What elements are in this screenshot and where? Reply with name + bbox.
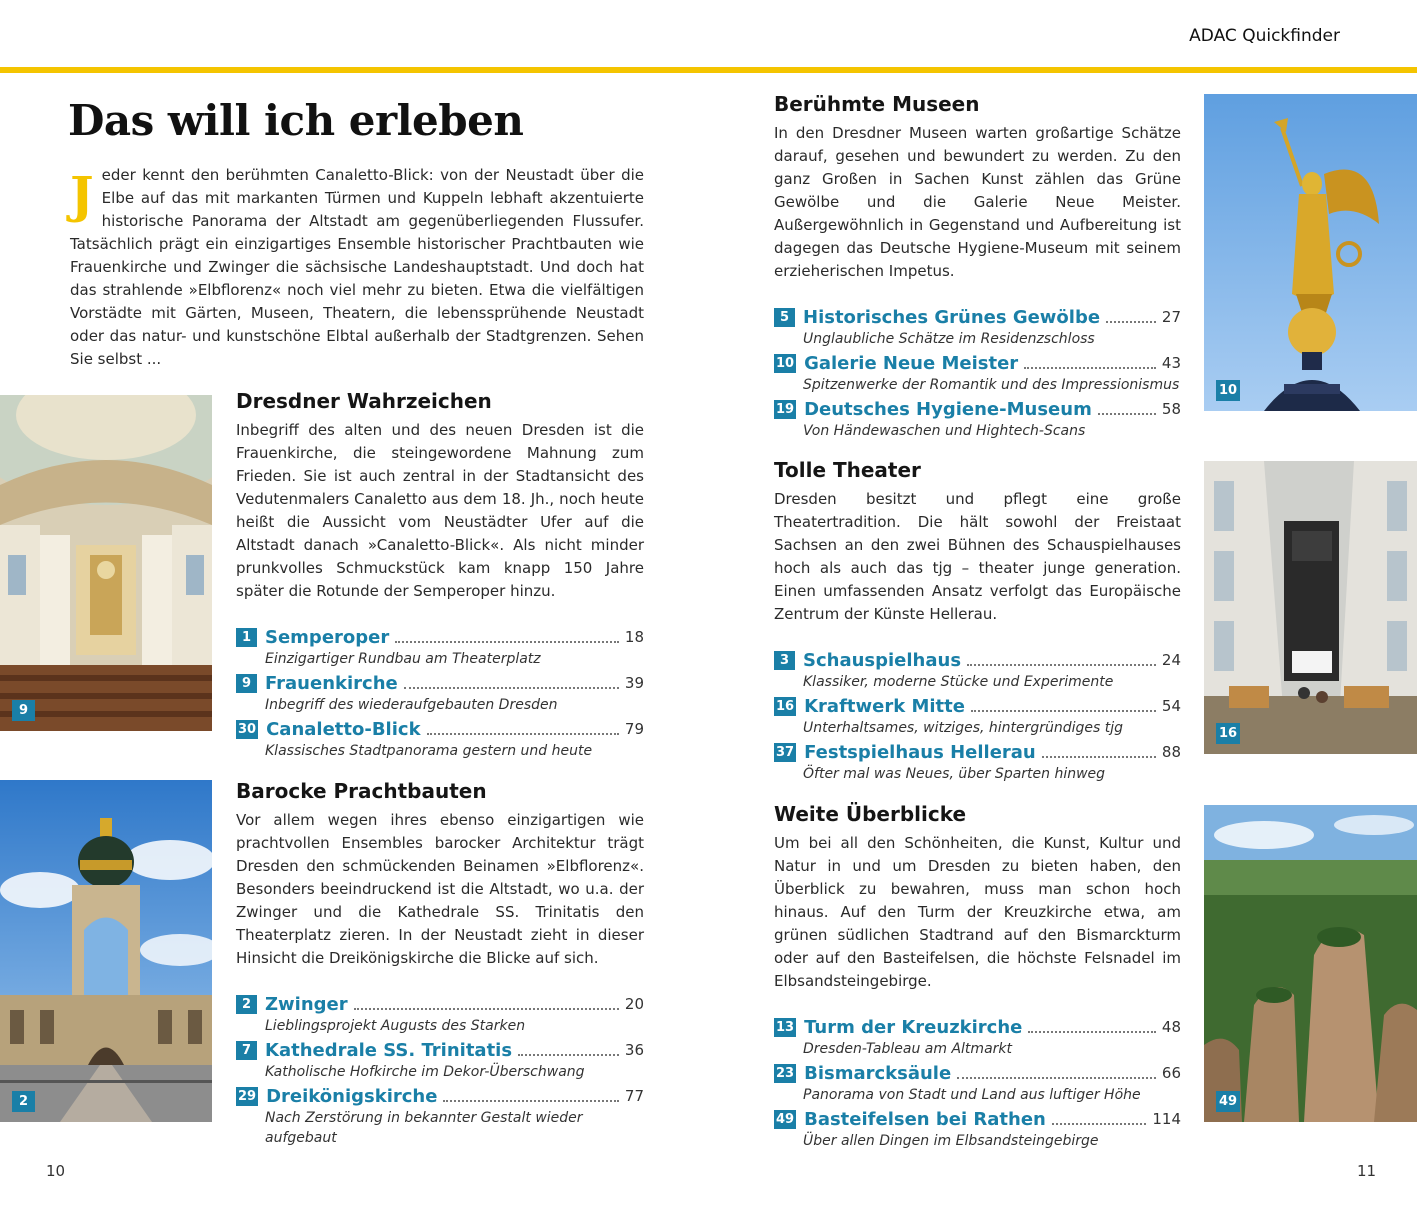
entry-list bbox=[774, 305, 1181, 443]
page-reference: 58 bbox=[1161, 400, 1181, 418]
list-item bbox=[774, 694, 1181, 740]
entry-list bbox=[236, 992, 644, 1146]
leader-dots bbox=[957, 1077, 1156, 1079]
entry-subtitle: Klassiker, moderne Stücke und Experimente bbox=[803, 674, 1114, 690]
entry-title-link[interactable]: Galerie Neue Meister bbox=[804, 352, 1019, 374]
entry-title-link[interactable]: Dreikönigskirche bbox=[266, 1085, 438, 1107]
number-badge: 13 bbox=[776, 1019, 795, 1035]
leader-dots bbox=[443, 1100, 618, 1102]
number-badge: 2 bbox=[236, 995, 257, 1014]
section-heading: Weite Überblicke bbox=[774, 802, 967, 826]
running-header: ADAC Quickfinder bbox=[1189, 26, 1340, 46]
page-reference: 79 bbox=[624, 720, 644, 738]
leader-dots bbox=[404, 687, 619, 689]
number-badge: 49 bbox=[776, 1111, 795, 1127]
number-badge: 29 bbox=[238, 1088, 257, 1104]
number-badge: 5 bbox=[774, 308, 795, 327]
list-item bbox=[236, 671, 644, 717]
photo-badge: 10 bbox=[1216, 380, 1240, 401]
page-reference: 48 bbox=[1161, 1018, 1181, 1036]
entry-title-link[interactable]: Schauspielhaus bbox=[803, 649, 962, 671]
page-reference: 114 bbox=[1152, 1110, 1181, 1128]
page-reference: 36 bbox=[624, 1041, 644, 1059]
number-badge: 16 bbox=[776, 698, 795, 714]
photo-zwinger-crown-gate bbox=[0, 780, 212, 1122]
leader-dots bbox=[1106, 321, 1156, 323]
section-tolle-theater bbox=[774, 458, 1181, 786]
leader-dots bbox=[1024, 367, 1156, 369]
section-dresdner-wahrzeichen bbox=[236, 389, 644, 763]
section-weite-ueberblicke bbox=[774, 802, 1181, 1153]
header-rule bbox=[0, 67, 1417, 73]
entry-subtitle: Über allen Dingen im Elbsandsteingebirge bbox=[803, 1133, 1099, 1149]
entry-subtitle: Spitzenwerke der Romantik und des Impressionismus bbox=[803, 377, 1180, 393]
number-badge: 3 bbox=[774, 651, 795, 670]
list-item bbox=[774, 397, 1181, 443]
photo-bastei-rocks bbox=[1204, 805, 1417, 1122]
entry-subtitle: Klassisches Stadtpanorama gestern und heute bbox=[265, 743, 593, 759]
leader-dots bbox=[354, 1008, 619, 1010]
page-reference: 39 bbox=[624, 674, 644, 692]
page-reference: 20 bbox=[624, 995, 644, 1013]
page-number-right: 11 bbox=[1357, 1162, 1377, 1180]
entry-list bbox=[774, 648, 1181, 786]
number-badge: 1 bbox=[236, 628, 257, 647]
page-reference: 88 bbox=[1161, 743, 1181, 761]
leader-dots bbox=[1098, 413, 1156, 415]
photo-badge: 16 bbox=[1216, 723, 1240, 744]
page-reference: 43 bbox=[1161, 354, 1181, 372]
page-reference: 18 bbox=[624, 628, 644, 646]
section-text: Um bei all den Schönheiten, die Kunst, Kultur und Natur in und um Dresden zu bieten haben, den Überblick zu bewahren, muss man schon hoch hinaus. Auf den Turm der Kreuzkirche etwa, am grünen südlichen Stadtrand auf den Bismarckturm oder auf den Basteifelsen, die höchste Felsnadel im Elbsandsteingebirge. bbox=[774, 834, 1181, 990]
entry-list bbox=[236, 625, 644, 763]
entry-subtitle: Panorama von Stadt und Land aus luftiger Höhe bbox=[803, 1087, 1141, 1103]
entry-list bbox=[774, 1015, 1181, 1153]
entry-title-link[interactable]: Zwinger bbox=[265, 993, 348, 1015]
entry-title-link[interactable]: Turm der Kreuzkirche bbox=[804, 1016, 1023, 1038]
entry-subtitle: Unterhaltsames, witziges, hintergründiges tjg bbox=[803, 720, 1124, 736]
entry-subtitle: Von Händewaschen und Hightech-Scans bbox=[803, 423, 1086, 439]
section-heading: Dresdner Wahrzeichen bbox=[236, 389, 492, 413]
entry-subtitle: Inbegriff des wiederaufgebauten Dresden bbox=[265, 697, 558, 713]
section-text: Vor allem wegen ihres ebenso einzigartigen wie prachtvollen Ensembles barocker Architektur trägt Dresden den schmückenden Beinamen »Elbflorenz«. Besonders beeindruckend ist die Altstadt, wo u.a. der Zwinger und die Kathedrale SS. Trinitatis den Theaterplatz zieren. In der Neustadt zieht in dieser Hinsicht die Dreikönigskirche die Blicke auf sich. bbox=[236, 811, 644, 967]
entry-title-link[interactable]: Semperoper bbox=[265, 626, 390, 648]
section-heading: Tolle Theater bbox=[774, 458, 921, 482]
section-beruehmte-museen bbox=[774, 92, 1181, 443]
photo-badge: 49 bbox=[1216, 1091, 1240, 1112]
list-item bbox=[774, 740, 1181, 786]
page-reference: 24 bbox=[1161, 651, 1181, 669]
leader-dots bbox=[971, 710, 1156, 712]
page-title: Das will ich erleben bbox=[68, 96, 524, 145]
list-item bbox=[774, 351, 1181, 397]
number-badge: 23 bbox=[776, 1065, 795, 1081]
entry-subtitle: Öfter mal was Neues, über Sparten hinweg bbox=[803, 766, 1106, 782]
entry-title-link[interactable]: Festspielhaus Hellerau bbox=[804, 741, 1036, 763]
section-text: In den Dresdner Museen warten großartige Schätze darauf, gesehen und bewundert zu werden. Zu den ganz Großen in Sachen Kunst zählen das Grüne Gewölbe und die Galerie Neue Meister. Außergewöhnlich in Gegenstand und Aufbereitung ist dagegen das Deutsche Hygiene-Museum mit seinem erzieherischen Impetus. bbox=[774, 124, 1181, 280]
leader-dots bbox=[967, 664, 1156, 666]
section-text: Inbegriff des alten und des neuen Dresden ist die Frauenkirche, die steingewordene Mahnung zum Frieden. Sie ist auch zentral in der Stadtansicht des Vedutenmalers Canaletto aus dem 18. Jh., noch heute heißt die Aussicht vom Neustädter Ufer auf die Altstadt danach »Canaletto-Blick«. Als nicht minder prunkvolles Schmuckstück kam knapp 150 Jahre später die Rotunde der Semperoper hinzu. bbox=[236, 421, 644, 600]
entry-title-link[interactable]: Bismarcksäule bbox=[804, 1062, 952, 1084]
intro-paragraph bbox=[70, 164, 644, 371]
page-reference: 54 bbox=[1161, 697, 1181, 715]
entry-subtitle: Katholische Hofkirche im Dekor-Überschwang bbox=[265, 1064, 585, 1080]
number-badge: 30 bbox=[238, 721, 257, 737]
leader-dots bbox=[1028, 1031, 1156, 1033]
entry-title-link[interactable]: Basteifelsen bei Rathen bbox=[804, 1108, 1046, 1130]
photo-badge: 9 bbox=[12, 700, 35, 721]
list-item bbox=[774, 1107, 1181, 1153]
section-text: Dresden besitzt und pflegt eine große Theatertradition. Die hält sowohl der Freistaat Sachsen an den zwei Bühnen des Schauspielhauses hoch als auch das tjg – theater junge generation. Einen umfassenden Ansatz verfolgt das Europäische Zentrum der Künste Hellerau. bbox=[774, 490, 1181, 623]
drop-cap: J bbox=[70, 165, 94, 224]
intro-text: eder kennt den berühmten Canaletto-Blick: von der Neustadt über die Elbe auf das mit markanten Türmen und Kuppeln lebhaft akzentuierte historische Panorama der Altstadt am gegenüberliegenden Flussufer. Tatsächlich prägt ein einzigartiges Ensemble historischer Prachtbauten wie Frauenkirche und Zwinger die sächsische Landeshauptstadt. Und doch hat das strahlende »Elbflorenz« noch viel mehr zu bieten. Etwa die vielfältigen Vorstädte mit Gärten, Museen, Theatern, die lebenssprühende Neustadt oder das natur- und kunstschöne Elbtal außerhalb der Stadtgrenzen. Sehen Sie selbst ... bbox=[70, 166, 644, 368]
list-item bbox=[236, 717, 644, 763]
photo-golden-statue bbox=[1204, 94, 1417, 411]
leader-dots bbox=[1042, 756, 1156, 758]
entry-subtitle: Einzigartiger Rundbau am Theaterplatz bbox=[265, 651, 541, 667]
list-item bbox=[774, 1015, 1181, 1061]
entry-title-link[interactable]: Canaletto-Blick bbox=[266, 718, 421, 740]
page-reference: 27 bbox=[1161, 308, 1181, 326]
list-item bbox=[236, 1038, 644, 1084]
entry-title-link[interactable]: Kathedrale SS. Trinitatis bbox=[265, 1039, 513, 1061]
section-heading: Berühmte Museen bbox=[774, 92, 980, 116]
entry-title-link[interactable]: Historisches Grünes Gewölbe bbox=[803, 306, 1101, 328]
entry-subtitle: Unglaubliche Schätze im Residenzschloss bbox=[803, 331, 1095, 347]
entry-subtitle: Nach Zerstörung in bekannter Gestalt wieder aufgebaut bbox=[265, 1110, 583, 1146]
entry-title-link[interactable]: Deutsches Hygiene-Museum bbox=[804, 398, 1092, 420]
entry-title-link[interactable]: Frauenkirche bbox=[265, 672, 398, 694]
list-item bbox=[236, 625, 644, 671]
photo-kraftwerk-hall bbox=[1204, 461, 1417, 754]
leader-dots bbox=[518, 1054, 619, 1056]
list-item bbox=[236, 1084, 644, 1146]
number-badge: 7 bbox=[236, 1041, 257, 1060]
leader-dots bbox=[427, 733, 619, 735]
photo-frauenkirche-interior bbox=[0, 395, 212, 731]
number-badge: 10 bbox=[776, 355, 795, 371]
page-reference: 77 bbox=[624, 1087, 644, 1105]
leader-dots bbox=[1052, 1123, 1147, 1125]
section-heading: Barocke Prachtbauten bbox=[236, 779, 487, 803]
number-badge: 19 bbox=[776, 401, 795, 417]
entry-subtitle: Lieblingsprojekt Augusts des Starken bbox=[265, 1018, 526, 1034]
number-badge: 9 bbox=[236, 674, 257, 693]
page-number-left: 10 bbox=[46, 1162, 66, 1180]
photo-badge: 2 bbox=[12, 1091, 35, 1112]
entry-subtitle: Dresden-Tableau am Altmarkt bbox=[803, 1041, 1012, 1057]
list-item bbox=[236, 992, 644, 1038]
list-item bbox=[774, 305, 1181, 351]
entry-title-link[interactable]: Kraftwerk Mitte bbox=[804, 695, 965, 717]
page-reference: 66 bbox=[1161, 1064, 1181, 1082]
section-barocke-prachtbauten bbox=[236, 779, 644, 1146]
leader-dots bbox=[395, 641, 619, 643]
number-badge: 37 bbox=[776, 744, 795, 760]
list-item bbox=[774, 648, 1181, 694]
list-item bbox=[774, 1061, 1181, 1107]
